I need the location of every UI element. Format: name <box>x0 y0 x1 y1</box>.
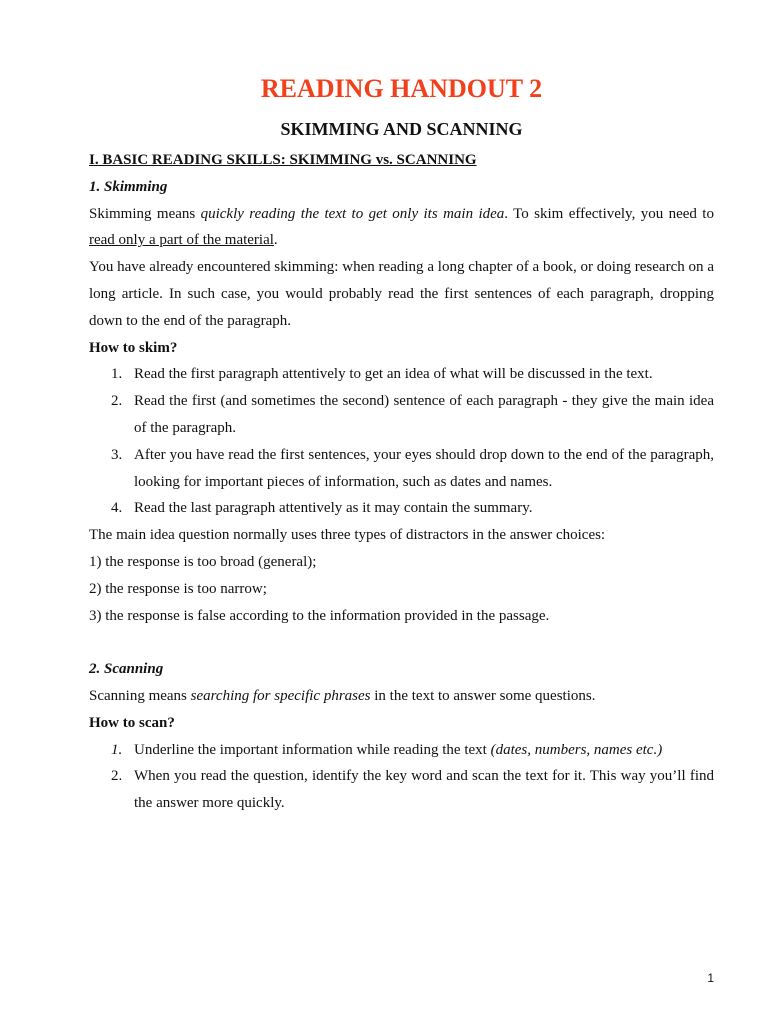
list-item-number: 2. <box>111 768 123 785</box>
scanning-intro-text: in the text to answer some questions. <box>370 687 596 704</box>
scanning-intro-text: Scanning means <box>89 687 191 704</box>
how-to-scan-heading: How to scan? <box>89 714 175 731</box>
document-body <box>89 147 714 817</box>
skimming-paragraph: You have already encountered skimming: when reading a long chapter of a book, or doing research on a long article. In such case, you would probably read the first sentences of each paragraph, dropping down to the end of the paragraph. <box>89 259 714 329</box>
list-item-number: 1. <box>111 366 123 383</box>
distractor-item: 3) the response is false according to the information provided in the passage. <box>89 607 550 624</box>
list-item-number: 2. <box>111 393 123 410</box>
document-title: READING HANDOUT 2 <box>260 74 543 103</box>
list-item <box>89 388 714 442</box>
distractor-item: 2) the response is too narrow; <box>89 580 267 597</box>
list-item-number: 3. <box>111 446 123 463</box>
distractor-item: 1) the response is too broad (general); <box>89 553 317 570</box>
document-subtitle: SKIMMING AND SCANNING <box>280 119 523 139</box>
how-to-skim-heading: How to skim? <box>89 339 178 356</box>
skimming-intro <box>89 201 714 255</box>
section-heading: I. BASIC READING SKILLS: SKIMMING vs. SCANNING <box>89 152 477 168</box>
list-item-text: When you read the question, identify the key word and scan the text for it. This way you’ll find the answer more quickly. <box>134 768 714 812</box>
list-item-text: Read the last paragraph attentively as it may contain the summary. <box>134 500 533 517</box>
scanning-heading: 2. Scanning <box>89 661 164 678</box>
list-item <box>89 495 714 522</box>
list-item-text: After you have read the first sentences, your eyes should drop down to the end of the paragraph, looking for important pieces of information, such as dates and names. <box>134 446 714 490</box>
scanning-intro <box>89 683 714 710</box>
list-item-number: 1. <box>111 741 123 758</box>
scanning-intro-emphasis: searching for specific phrases <box>190 687 371 704</box>
scanning-steps-list <box>89 737 714 817</box>
list-item <box>89 442 714 496</box>
list-item-text: Read the first (and sometimes the second) sentence of each paragraph - they give the main idea of the paragraph. <box>134 393 714 436</box>
skimming-intro-text: . <box>273 232 278 249</box>
page-number: 1 <box>707 971 714 985</box>
skimming-intro-underline: read only a part of the material <box>89 232 274 249</box>
list-item <box>89 763 714 817</box>
skimming-intro-text: Skimming means <box>89 205 201 222</box>
list-item-text: Underline the important information while reading the text <box>134 741 491 758</box>
skimming-steps-list <box>89 361 714 522</box>
list-item-emphasis: (dates, numbers, names etc.) <box>490 741 663 758</box>
skimming-heading: 1. Skimming <box>89 178 168 195</box>
list-item <box>89 361 714 388</box>
list-item-number: 4. <box>111 500 123 517</box>
skimming-intro-text: . To skim effectively, you need to <box>504 205 714 222</box>
paragraph-spacer <box>89 629 714 656</box>
list-item <box>89 737 714 764</box>
skimming-intro-emphasis: quickly reading the text to get only its main idea <box>200 205 505 222</box>
list-item-text: Read the first paragraph attentively to get an idea of what will be discussed in the text. <box>134 366 653 383</box>
distractor-intro: The main idea question normally uses three types of distractors in the answer choices: <box>89 527 606 544</box>
